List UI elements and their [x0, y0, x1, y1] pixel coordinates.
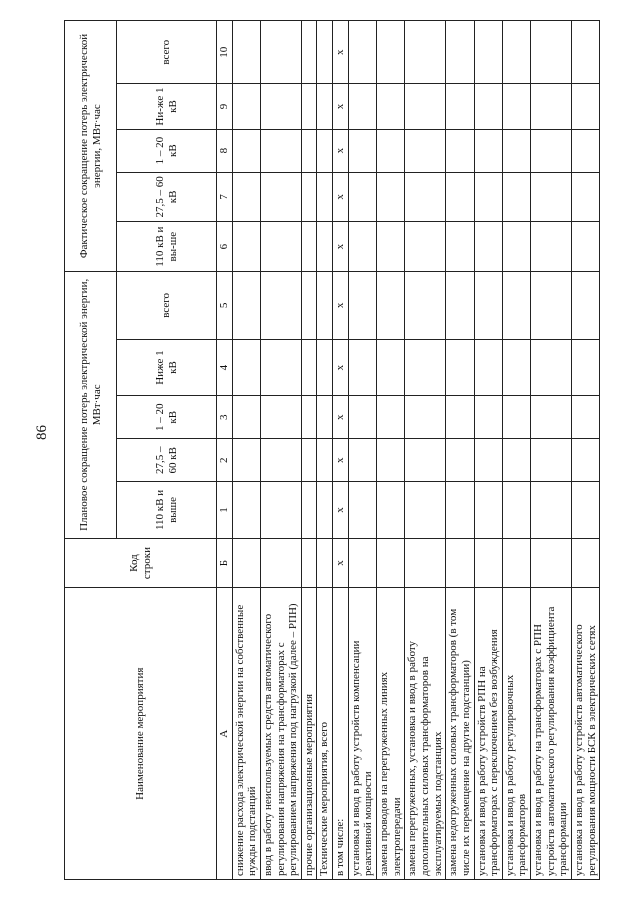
value-cell	[260, 272, 301, 340]
table-row	[301, 21, 317, 880]
row-label: Технические мероприятия, всего	[317, 588, 333, 880]
value-cell	[301, 396, 317, 439]
value-cell	[317, 21, 333, 84]
column-number: 2	[217, 439, 233, 482]
planned-sub-110: 110 кВ и выше	[117, 482, 217, 539]
value-cell	[317, 439, 333, 482]
value-cell	[446, 396, 474, 439]
table-row	[260, 21, 301, 880]
row-code	[301, 538, 317, 588]
row-label: замена перегруженных, установка и ввод в работу дополнительных силовых трансформаторов на эксплуатируемых подстанциях	[405, 588, 446, 880]
value-cell	[531, 439, 572, 482]
value-cell	[260, 222, 301, 272]
column-number-row	[217, 21, 233, 880]
actual-sub-110: 110 кВ и вы-ше	[117, 222, 217, 272]
value-cell	[301, 482, 317, 539]
value-cell	[474, 129, 502, 172]
value-cell	[317, 172, 333, 222]
planned-sub-below1: Ниже 1 кВ	[117, 339, 217, 396]
row-code	[317, 538, 333, 588]
value-cell	[317, 84, 333, 129]
column-number: Б	[217, 538, 233, 588]
row-label: установка и ввод в работу на трансформаторах с РПН устройств автоматического регулирования коэффициента трансформации	[531, 588, 572, 880]
value-cell	[502, 129, 530, 172]
value-cell: х	[333, 21, 349, 84]
value-cell	[232, 439, 260, 482]
header-actual: Фактическое сокращение потерь электрической энергии, МВт·час	[65, 21, 117, 272]
value-cell	[377, 482, 405, 539]
value-cell: х	[333, 222, 349, 272]
value-cell	[405, 21, 446, 84]
value-cell	[405, 439, 446, 482]
value-cell	[301, 129, 317, 172]
value-cell	[572, 172, 600, 222]
row-code	[405, 538, 446, 588]
value-cell	[446, 129, 474, 172]
actual-sub-total: всего	[117, 21, 217, 84]
value-cell	[377, 339, 405, 396]
table-row	[405, 21, 446, 880]
value-cell	[531, 21, 572, 84]
value-cell	[317, 396, 333, 439]
value-cell	[474, 21, 502, 84]
page-number: 86	[34, 425, 50, 440]
row-code: х	[333, 538, 349, 588]
value-cell	[531, 339, 572, 396]
column-number: 10	[217, 21, 233, 84]
rotated-page	[64, 20, 604, 880]
value-cell	[232, 396, 260, 439]
row-code	[502, 538, 530, 588]
actual-sub-1-20: 1 – 20 кВ	[117, 129, 217, 172]
table-row	[333, 21, 349, 880]
value-cell	[405, 482, 446, 539]
value-cell	[531, 396, 572, 439]
row-label: снижение расхода электрической энергии на собственные нужды подстанций	[232, 588, 260, 880]
value-cell	[377, 396, 405, 439]
header-planned: Плановое сокращение потерь электрической энергии, МВт·час	[65, 272, 117, 539]
value-cell	[531, 272, 572, 340]
column-number: 6	[217, 222, 233, 272]
value-cell	[446, 222, 474, 272]
value-cell	[348, 396, 376, 439]
value-cell	[446, 172, 474, 222]
row-label: установка и ввод в работу устройств компенсации реактивной мощности	[348, 588, 376, 880]
value-cell: х	[333, 439, 349, 482]
table-row	[317, 21, 333, 880]
value-cell	[260, 172, 301, 222]
table-row	[572, 21, 600, 880]
value-cell	[348, 172, 376, 222]
value-cell	[502, 222, 530, 272]
table-row	[348, 21, 376, 880]
value-cell: х	[333, 396, 349, 439]
value-cell	[260, 439, 301, 482]
value-cell	[446, 21, 474, 84]
value-cell	[348, 439, 376, 482]
value-cell	[572, 84, 600, 129]
value-cell	[232, 222, 260, 272]
value-cell	[572, 396, 600, 439]
row-label: прочие организационные мероприятия	[301, 588, 317, 880]
value-cell	[377, 129, 405, 172]
value-cell	[377, 172, 405, 222]
table-body	[232, 21, 600, 880]
value-cell	[446, 84, 474, 129]
value-cell	[502, 84, 530, 129]
value-cell	[232, 339, 260, 396]
value-cell	[572, 222, 600, 272]
value-cell	[260, 482, 301, 539]
value-cell	[446, 482, 474, 539]
value-cell	[572, 339, 600, 396]
value-cell	[474, 272, 502, 340]
row-code	[377, 538, 405, 588]
value-cell: х	[333, 339, 349, 396]
value-cell	[474, 84, 502, 129]
value-cell	[317, 222, 333, 272]
value-cell	[446, 339, 474, 396]
value-cell	[377, 439, 405, 482]
value-cell	[474, 396, 502, 439]
column-number: 9	[217, 84, 233, 129]
value-cell	[348, 339, 376, 396]
value-cell	[502, 396, 530, 439]
planned-sub-total: всего	[117, 272, 217, 340]
value-cell	[405, 129, 446, 172]
value-cell	[348, 84, 376, 129]
row-label: замена проводов на перегруженных линиях электропередачи	[377, 588, 405, 880]
table-row	[502, 21, 530, 880]
value-cell	[502, 339, 530, 396]
column-number: 3	[217, 396, 233, 439]
value-cell	[348, 272, 376, 340]
value-cell	[572, 439, 600, 482]
actual-sub-27: 27,5 – 60 кВ	[117, 172, 217, 222]
column-number: 8	[217, 129, 233, 172]
value-cell	[502, 482, 530, 539]
value-cell	[232, 21, 260, 84]
row-code	[474, 538, 502, 588]
value-cell	[572, 482, 600, 539]
row-label: замена недогруженных силовых трансформаторов (в том числе их перемещение на другие подстанции)	[446, 588, 474, 880]
value-cell	[260, 84, 301, 129]
column-number: 4	[217, 339, 233, 396]
value-cell	[232, 172, 260, 222]
row-code	[260, 538, 301, 588]
value-cell	[317, 482, 333, 539]
value-cell	[301, 84, 317, 129]
value-cell	[377, 222, 405, 272]
row-code	[531, 538, 572, 588]
row-label: установка и ввод в работу устройств автоматического регулирования мощности БСК в электрических сетях	[572, 588, 600, 880]
value-cell	[348, 482, 376, 539]
table-row	[446, 21, 474, 880]
value-cell	[405, 272, 446, 340]
row-label: установка и ввод в работу регулировочных трансформаторов	[502, 588, 530, 880]
table-row	[232, 21, 260, 880]
row-code	[348, 538, 376, 588]
value-cell	[260, 129, 301, 172]
value-cell	[301, 21, 317, 84]
row-label: ввод в работу неиспользуемых средств автоматического регулирования напряжения на трансформаторах с регулированием напряжения под нагрузкой (далее – РПН)	[260, 588, 301, 880]
planned-sub-1-20: 1 – 20 кВ	[117, 396, 217, 439]
column-number: 1	[217, 482, 233, 539]
value-cell	[260, 339, 301, 396]
value-cell	[301, 272, 317, 340]
value-cell	[502, 439, 530, 482]
value-cell	[377, 272, 405, 340]
value-cell	[348, 21, 376, 84]
value-cell: х	[333, 172, 349, 222]
value-cell	[260, 21, 301, 84]
value-cell: х	[333, 84, 349, 129]
row-code	[232, 538, 260, 588]
value-cell	[474, 172, 502, 222]
value-cell: х	[333, 129, 349, 172]
value-cell	[531, 129, 572, 172]
column-number: 7	[217, 172, 233, 222]
row-code	[572, 538, 600, 588]
value-cell	[531, 172, 572, 222]
value-cell	[474, 339, 502, 396]
value-cell	[405, 396, 446, 439]
value-cell	[531, 222, 572, 272]
value-cell	[446, 272, 474, 340]
value-cell	[232, 482, 260, 539]
value-cell	[405, 172, 446, 222]
value-cell	[348, 222, 376, 272]
row-code	[446, 538, 474, 588]
value-cell: х	[333, 272, 349, 340]
value-cell	[502, 272, 530, 340]
value-cell	[301, 439, 317, 482]
value-cell: х	[333, 482, 349, 539]
value-cell	[531, 482, 572, 539]
value-cell	[572, 272, 600, 340]
value-cell	[474, 482, 502, 539]
table-row	[531, 21, 572, 880]
value-cell	[474, 222, 502, 272]
value-cell	[405, 222, 446, 272]
value-cell	[232, 129, 260, 172]
value-cell	[301, 339, 317, 396]
value-cell	[317, 272, 333, 340]
row-label: в том числе:	[333, 588, 349, 880]
loss-reduction-table	[64, 20, 600, 880]
header-code: Код строки	[65, 538, 217, 588]
header-name: Наименование мероприятия	[65, 588, 217, 880]
value-cell	[502, 21, 530, 84]
actual-sub-below1: Ни-же 1 кВ	[117, 84, 217, 129]
value-cell	[317, 339, 333, 396]
value-cell	[301, 172, 317, 222]
value-cell	[301, 222, 317, 272]
value-cell	[317, 129, 333, 172]
value-cell	[232, 84, 260, 129]
planned-sub-27: 27,5 – 60 кВ	[117, 439, 217, 482]
table-row	[474, 21, 502, 880]
table-row	[377, 21, 405, 880]
value-cell	[572, 21, 600, 84]
value-cell	[232, 272, 260, 340]
column-number: 5	[217, 272, 233, 340]
value-cell	[348, 129, 376, 172]
value-cell	[531, 84, 572, 129]
value-cell	[377, 84, 405, 129]
value-cell	[260, 396, 301, 439]
value-cell	[377, 21, 405, 84]
column-number: А	[217, 588, 233, 880]
row-label: установка и ввод в работу устройств РПН на трансформаторах с переключением без возбуждения	[474, 588, 502, 880]
value-cell	[405, 339, 446, 396]
value-cell	[502, 172, 530, 222]
value-cell	[405, 84, 446, 129]
value-cell	[474, 439, 502, 482]
value-cell	[446, 439, 474, 482]
value-cell	[572, 129, 600, 172]
